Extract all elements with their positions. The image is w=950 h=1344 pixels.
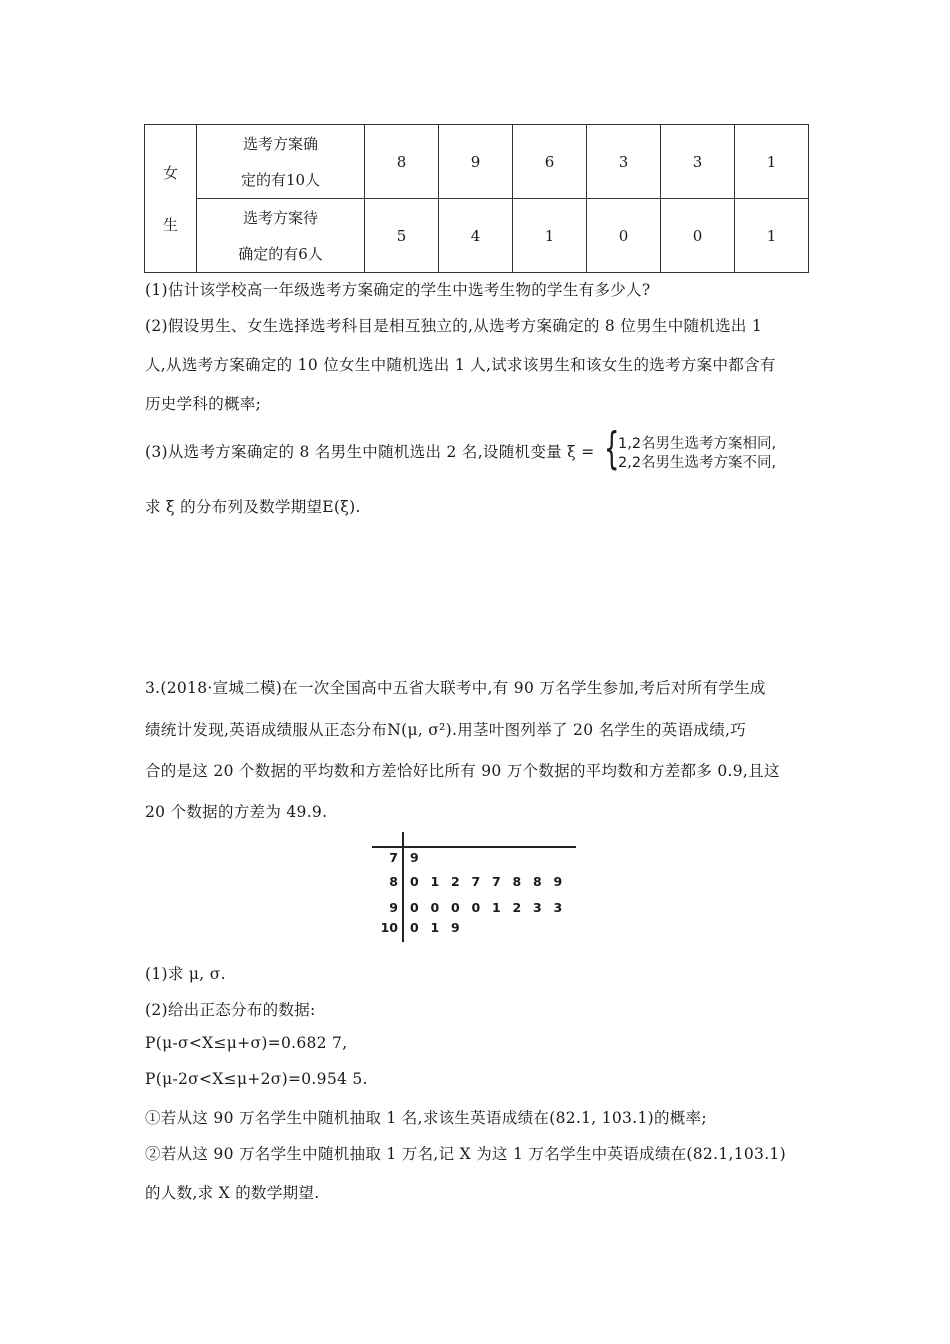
- table-cell: 6: [513, 125, 587, 199]
- q2-part3-suffix: 求 ξ 的分布列及数学期望E(ξ).: [145, 498, 361, 516]
- row-label-line: 选考方案确: [242, 134, 318, 153]
- table-cell: 1: [513, 199, 587, 273]
- stem-leaf-row: [372, 874, 576, 894]
- q3-text-line: 绩统计发现,英语成绩服从正态分布N(μ, σ²).用茎叶图列举了 20 名学生的英语成绩,巧: [145, 721, 747, 739]
- table-cell: 9: [439, 125, 513, 199]
- leaf-value: 7: [471, 874, 481, 889]
- stem-leaf-row: [372, 900, 576, 920]
- table-row: [145, 125, 809, 199]
- table-cell: 3: [587, 125, 661, 199]
- row-label: [197, 199, 365, 273]
- stem-value: 7: [389, 850, 398, 865]
- header-rule: [372, 846, 576, 848]
- leaf-value: 9: [451, 920, 460, 935]
- q2-part2-line: 人,从选考方案确定的 10 位女生中随机选出 1 人,试求该男生和该女生的选考方案中都含有: [145, 356, 776, 374]
- leaf-value: 9: [410, 850, 419, 865]
- row-label-line: 定的有10人: [240, 170, 321, 189]
- q3-case1: ①若从这 90 万名学生中随机抽取 1 名,求该生英语成绩在(82.1, 103.1)的概率;: [145, 1109, 707, 1127]
- stem-leaf-plot: [372, 832, 576, 944]
- left-brace-icon: {: [604, 423, 620, 474]
- q3-text-line: 20 个数据的方差为 49.9.: [145, 803, 328, 821]
- score-table: [144, 124, 809, 273]
- leaf-value: 0: [410, 920, 419, 935]
- leaf-value: 0: [410, 874, 419, 889]
- row-label: [197, 125, 365, 199]
- q3-text-line: 3.(2018·宣城二模)在一次全国高中五省大联考中,有 90 万名学生参加,考后对所有学生成: [145, 679, 766, 697]
- group-char: 生: [162, 215, 178, 234]
- table-cell: 0: [661, 199, 735, 273]
- q2-part2-line: (2)假设男生、女生选择选考科目是相互独立的,从选考方案确定的 8 位男生中随机选出 1: [145, 317, 763, 335]
- leaf-value: 0: [430, 900, 440, 915]
- leaf-value: 8: [512, 874, 522, 889]
- table-cell: 8: [365, 125, 439, 199]
- stem-value: 10: [380, 920, 398, 935]
- q3-case2-line: ②若从这 90 万名学生中随机抽取 1 万名,记 X 为这 1 万名学生中英语成绩在(82.1,103.1): [145, 1145, 786, 1163]
- q3-case2-line: 的人数,求 X 的数学期望.: [145, 1184, 320, 1202]
- stem-leaf-row: [372, 850, 576, 870]
- table-cell: 3: [661, 125, 735, 199]
- table-cell: 0: [587, 199, 661, 273]
- leaf-value: 1: [430, 920, 440, 935]
- group-cell: [145, 125, 197, 273]
- row-label-line: 确定的有6人: [238, 244, 323, 263]
- leaf-value: 0: [451, 900, 460, 915]
- q2-part1: (1)估计该学校高一年级选考方案确定的学生中选考生物的学生有多少人?: [145, 281, 651, 299]
- table-cell: 1: [735, 199, 809, 273]
- leaf-value: 7: [492, 874, 501, 889]
- row-label-line: 选考方案待: [242, 208, 318, 227]
- leaf-value: 3: [553, 900, 563, 915]
- leaf-value: 3: [533, 900, 542, 915]
- table-cell: 1: [735, 125, 809, 199]
- q2-part3-prefix: (3)从选考方案确定的 8 名男生中随机选出 2 名,设随机变量 ξ =: [145, 443, 595, 461]
- leaf-value: 1: [430, 874, 440, 889]
- table-row: [145, 199, 809, 273]
- leaf-value: 0: [410, 900, 419, 915]
- leaf-value: 0: [471, 900, 481, 915]
- leaf-value: 2: [451, 874, 460, 889]
- table-cell: 4: [439, 199, 513, 273]
- leaf-value: 9: [553, 874, 563, 889]
- normal-prob-1: P(μ-σ<X≤μ+σ)=0.682 7,: [145, 1034, 348, 1052]
- stem-leaf-row: [372, 920, 576, 940]
- leaf-value: 2: [512, 900, 522, 915]
- stem-value: 9: [389, 900, 398, 915]
- group-char: 女: [162, 163, 178, 182]
- table-cell: 5: [365, 199, 439, 273]
- case-line: 2,2名男生选考方案不同,: [618, 455, 777, 471]
- q3-sub1: (1)求 μ, σ.: [145, 965, 226, 983]
- q3-sub2: (2)给出正态分布的数据:: [145, 1001, 316, 1019]
- case-line: 1,2名男生选考方案相同,: [618, 436, 777, 452]
- stem-value: 8: [389, 874, 398, 889]
- leaf-value: 1: [492, 900, 501, 915]
- normal-prob-2: P(μ-2σ<X≤μ+2σ)=0.954 5.: [145, 1070, 368, 1088]
- q3-text-line: 合的是这 20 个数据的平均数和方差恰好比所有 90 万个数据的平均数和方差都多 0.9,且这: [145, 762, 780, 780]
- leaf-value: 8: [533, 874, 542, 889]
- q2-part2-line: 历史学科的概率;: [145, 395, 262, 413]
